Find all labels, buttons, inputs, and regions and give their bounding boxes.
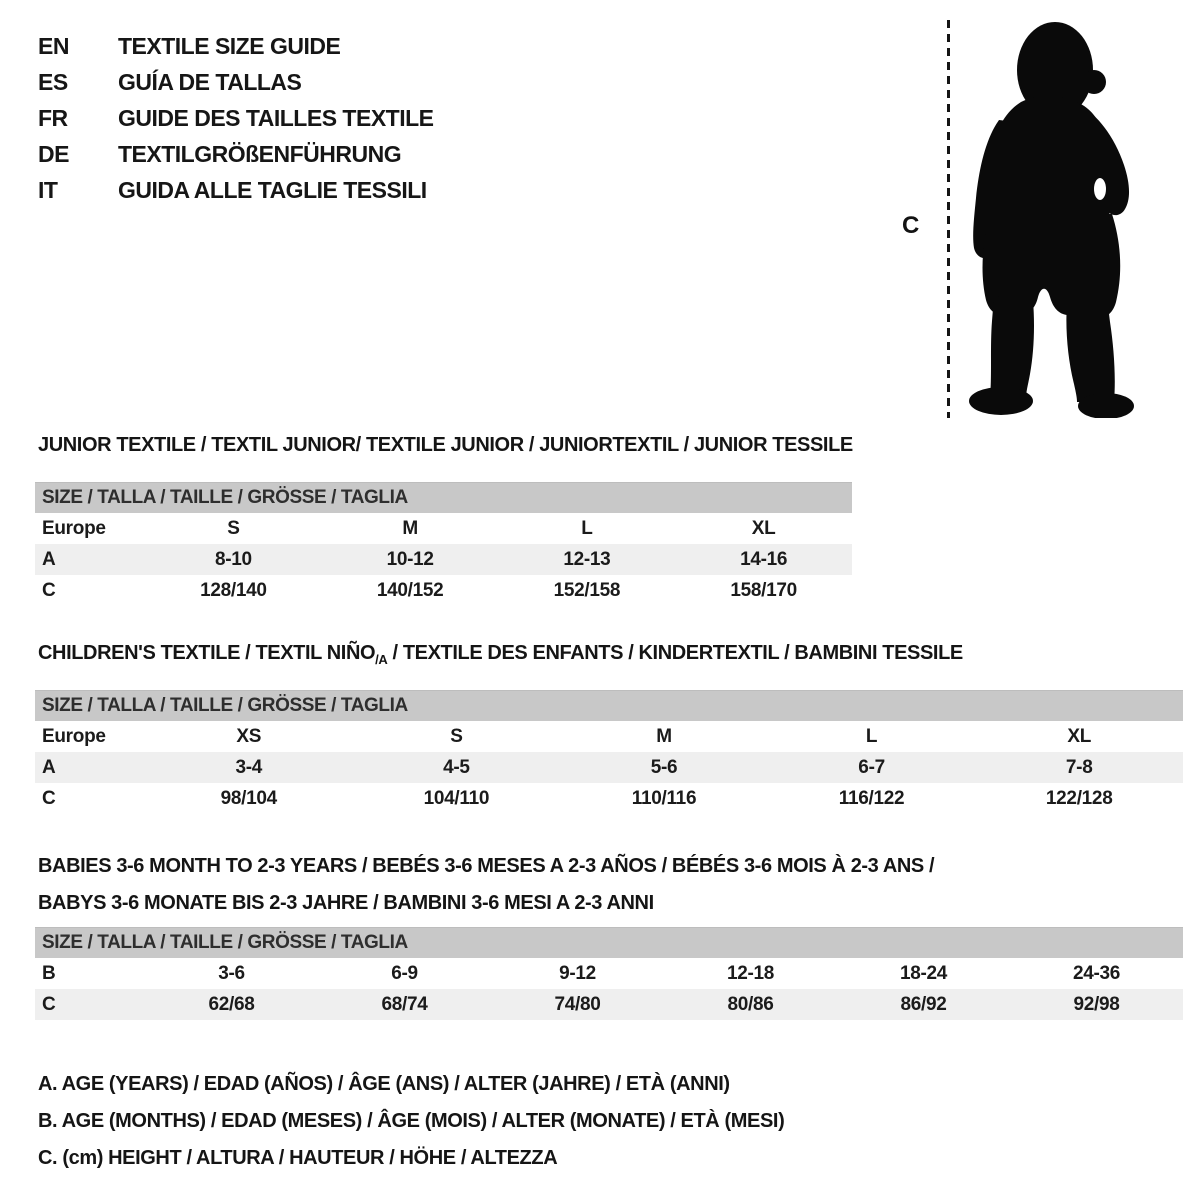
size-cell: 62/68: [145, 989, 318, 1020]
size-cell: 18-24: [899, 962, 948, 984]
babies-title-line2: BABYS 3-6 MONATE BIS 2-3 JAHRE / BAMBINI 3-6 MESI A 2-3 ANNI: [38, 892, 654, 914]
table-row: [35, 544, 852, 575]
table-row: [35, 575, 852, 606]
size-cell: 6-7: [768, 752, 976, 783]
size-cell: 12-13: [499, 544, 676, 575]
size-cell: M: [402, 517, 418, 539]
size-cell: 3-4: [145, 752, 353, 783]
size-cell: L: [865, 725, 878, 747]
height-measure-dashed-line: [947, 20, 950, 418]
children-title-post: / TEXTILE DES ENFANTS / KINDERTEXTIL / BAMBINI TESSILE: [387, 642, 963, 664]
language-code: ES: [38, 68, 68, 95]
size-cell: 122/128: [1045, 787, 1113, 809]
height-measure-label: C: [902, 212, 920, 239]
size-cell: 152/158: [553, 579, 621, 601]
size-cell: 14-16: [675, 544, 852, 575]
row-label: C: [42, 579, 56, 601]
note-height-cm: C. (cm) HEIGHT / ALTURA / HAUTEUR / HÖHE / ALTEZZA: [38, 1147, 558, 1169]
size-cell: 98/104: [220, 787, 277, 809]
table-row: [35, 783, 1183, 814]
size-header-bar: SIZE / TALLA / TAILLE / GRÖSSE / TAGLIA: [35, 483, 852, 514]
size-cell: XS: [236, 725, 262, 747]
size-cell: 92/98: [1010, 989, 1183, 1020]
row-label: A: [35, 544, 145, 575]
size-header-bar: SIZE / TALLA / TAILLE / GRÖSSE / TAGLIA: [35, 928, 1183, 959]
table-row: [35, 989, 1183, 1020]
size-cell: 5-6: [560, 752, 768, 783]
toddler-silhouette-icon: [963, 18, 1135, 418]
row-label: A: [35, 752, 145, 783]
row-label: Europe: [42, 517, 106, 539]
language-row-en: [38, 28, 434, 64]
size-cell: 8-10: [145, 544, 322, 575]
size-cell: XL: [1067, 725, 1092, 747]
children-title-sub: /A: [375, 652, 388, 667]
guide-title: TEXTILGRÖßENFÜHRUNG: [118, 140, 402, 167]
note-age-years: A. AGE (YEARS) / EDAD (AÑOS) / ÂGE (ANS) / ALTER (JAHRE) / ETÀ (ANNI): [38, 1073, 730, 1095]
language-code: FR: [38, 104, 68, 131]
language-row-es: [38, 64, 434, 100]
children-title-pre: CHILDREN'S TEXTILE / TEXTIL NIÑO: [38, 642, 376, 664]
table-row: [35, 752, 1183, 783]
size-cell: 140/152: [376, 579, 444, 601]
size-cell: 116/122: [838, 787, 905, 809]
row-label: Europe: [42, 725, 106, 747]
junior-size-table: [35, 482, 852, 606]
size-cell: 158/170: [730, 579, 797, 601]
size-cell: 7-8: [975, 752, 1183, 783]
size-header-bar: SIZE / TALLA / TAILLE / GRÖSSE / TAGLIA: [35, 691, 1183, 722]
size-cell: 24-36: [1072, 962, 1121, 984]
language-code: DE: [38, 140, 69, 167]
legend-notes: [38, 1066, 784, 1177]
table-row: [35, 958, 1183, 989]
language-row-de: [38, 136, 434, 172]
size-cell: 86/92: [837, 989, 1010, 1020]
size-cell: 74/80: [491, 989, 664, 1020]
language-code: EN: [38, 32, 69, 59]
size-cell: 9-12: [559, 962, 596, 984]
size-cell: S: [450, 725, 463, 747]
row-label: B: [42, 962, 56, 984]
size-cell: 12-18: [726, 962, 775, 984]
size-cell: XL: [751, 517, 776, 539]
guide-title: GUÍA DE TALLAS: [118, 68, 302, 95]
size-cell: 104/110: [423, 787, 490, 809]
size-cell: 3-6: [218, 962, 245, 984]
size-cell: 110/116: [631, 787, 697, 809]
guide-title: GUIDA ALLE TAGLIE TESSILI: [118, 176, 427, 203]
size-cell: 68/74: [318, 989, 491, 1020]
children-section-title: [38, 642, 963, 671]
size-cell: L: [581, 517, 593, 539]
size-cell: 80/86: [664, 989, 837, 1020]
language-title-block: [38, 28, 434, 208]
children-size-table: [35, 690, 1183, 814]
guide-title: TEXTILE SIZE GUIDE: [118, 32, 341, 59]
row-label: C: [42, 787, 56, 809]
junior-section-title: JUNIOR TEXTILE / TEXTIL JUNIOR/ TEXTILE JUNIOR / JUNIORTEXTIL / JUNIOR TESSILE: [38, 434, 853, 456]
row-label: C: [35, 989, 145, 1020]
language-row-it: [38, 172, 434, 208]
size-cell: 6-9: [391, 962, 418, 984]
table-row: [35, 721, 1183, 752]
size-cell: 128/140: [200, 579, 267, 601]
note-age-months: B. AGE (MONTHS) / EDAD (MESES) / ÂGE (MOIS) / ALTER (MONATE) / ETÀ (MESI): [38, 1110, 785, 1132]
babies-size-table: [35, 927, 1183, 1020]
size-cell: S: [227, 517, 240, 539]
language-code: IT: [38, 176, 58, 203]
babies-section-title: [38, 848, 934, 922]
language-row-fr: [38, 100, 434, 136]
guide-title: GUIDE DES TAILLES TEXTILE: [118, 104, 434, 131]
size-cell: M: [656, 725, 672, 747]
size-cell: 4-5: [353, 752, 561, 783]
size-cell: 10-12: [322, 544, 499, 575]
table-row: [35, 513, 852, 544]
babies-title-line1: BABIES 3-6 MONTH TO 2-3 YEARS / BEBÉS 3-6 MESES A 2-3 AÑOS / BÉBÉS 3-6 MOIS À 2-3 ANS /: [38, 855, 935, 877]
